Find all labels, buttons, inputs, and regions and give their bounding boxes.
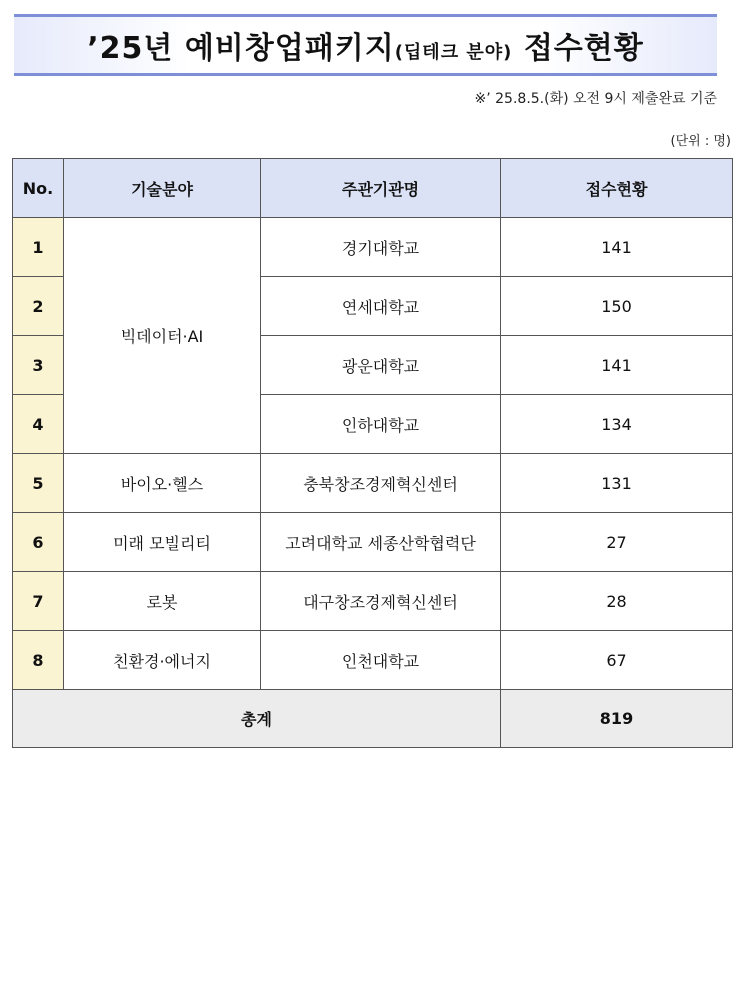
row-no: 1 <box>13 218 64 277</box>
total-row <box>13 690 733 748</box>
row-count: 131 <box>501 454 733 513</box>
row-count: 141 <box>501 336 733 395</box>
title-prefix: ’25년 예비창업패키지 <box>87 31 395 66</box>
row-field: 미래 모빌리티 <box>64 513 261 572</box>
row-no: 3 <box>13 336 64 395</box>
row-field: 빅데이터·AI <box>64 218 261 454</box>
table-row <box>13 572 733 631</box>
header-field: 기술분야 <box>64 159 261 218</box>
title-banner <box>14 14 717 76</box>
header-count: 접수현황 <box>501 159 733 218</box>
row-count: 141 <box>501 218 733 277</box>
row-org: 고려대학교 세종산학협력단 <box>261 513 501 572</box>
row-count: 67 <box>501 631 733 690</box>
row-org: 대구창조경제혁신센터 <box>261 572 501 631</box>
row-org: 경기대학교 <box>261 218 501 277</box>
row-org: 인하대학교 <box>261 395 501 454</box>
row-field: 바이오·헬스 <box>64 454 261 513</box>
row-no: 2 <box>13 277 64 336</box>
unit-label: (단위 : 명) <box>670 134 731 149</box>
table-row <box>13 218 733 277</box>
table-row <box>13 631 733 690</box>
row-field: 친환경·에너지 <box>64 631 261 690</box>
total-value: 819 <box>501 690 733 748</box>
table-header-row <box>13 159 733 218</box>
row-count: 134 <box>501 395 733 454</box>
reference-note: ※’ 25.8.5.(화) 오전 9시 제출완료 기준 <box>474 91 717 107</box>
row-org: 광운대학교 <box>261 336 501 395</box>
header-no: No. <box>13 159 64 218</box>
row-no: 4 <box>13 395 64 454</box>
row-org: 충북창조경제혁신센터 <box>261 454 501 513</box>
title-subtitle: (딥테크 분야) <box>394 42 513 63</box>
row-field: 로봇 <box>64 572 261 631</box>
page-title <box>87 23 643 67</box>
row-no: 6 <box>13 513 64 572</box>
application-status-table <box>12 158 733 748</box>
total-label: 총계 <box>13 690 501 748</box>
table-row <box>13 513 733 572</box>
row-org: 인천대학교 <box>261 631 501 690</box>
row-org: 연세대학교 <box>261 277 501 336</box>
table-row <box>13 454 733 513</box>
row-count: 150 <box>501 277 733 336</box>
header-org: 주관기관명 <box>261 159 501 218</box>
row-no: 8 <box>13 631 64 690</box>
title-suffix: 접수현황 <box>523 31 644 66</box>
row-count: 27 <box>501 513 733 572</box>
row-count: 28 <box>501 572 733 631</box>
row-no: 5 <box>13 454 64 513</box>
row-no: 7 <box>13 572 64 631</box>
